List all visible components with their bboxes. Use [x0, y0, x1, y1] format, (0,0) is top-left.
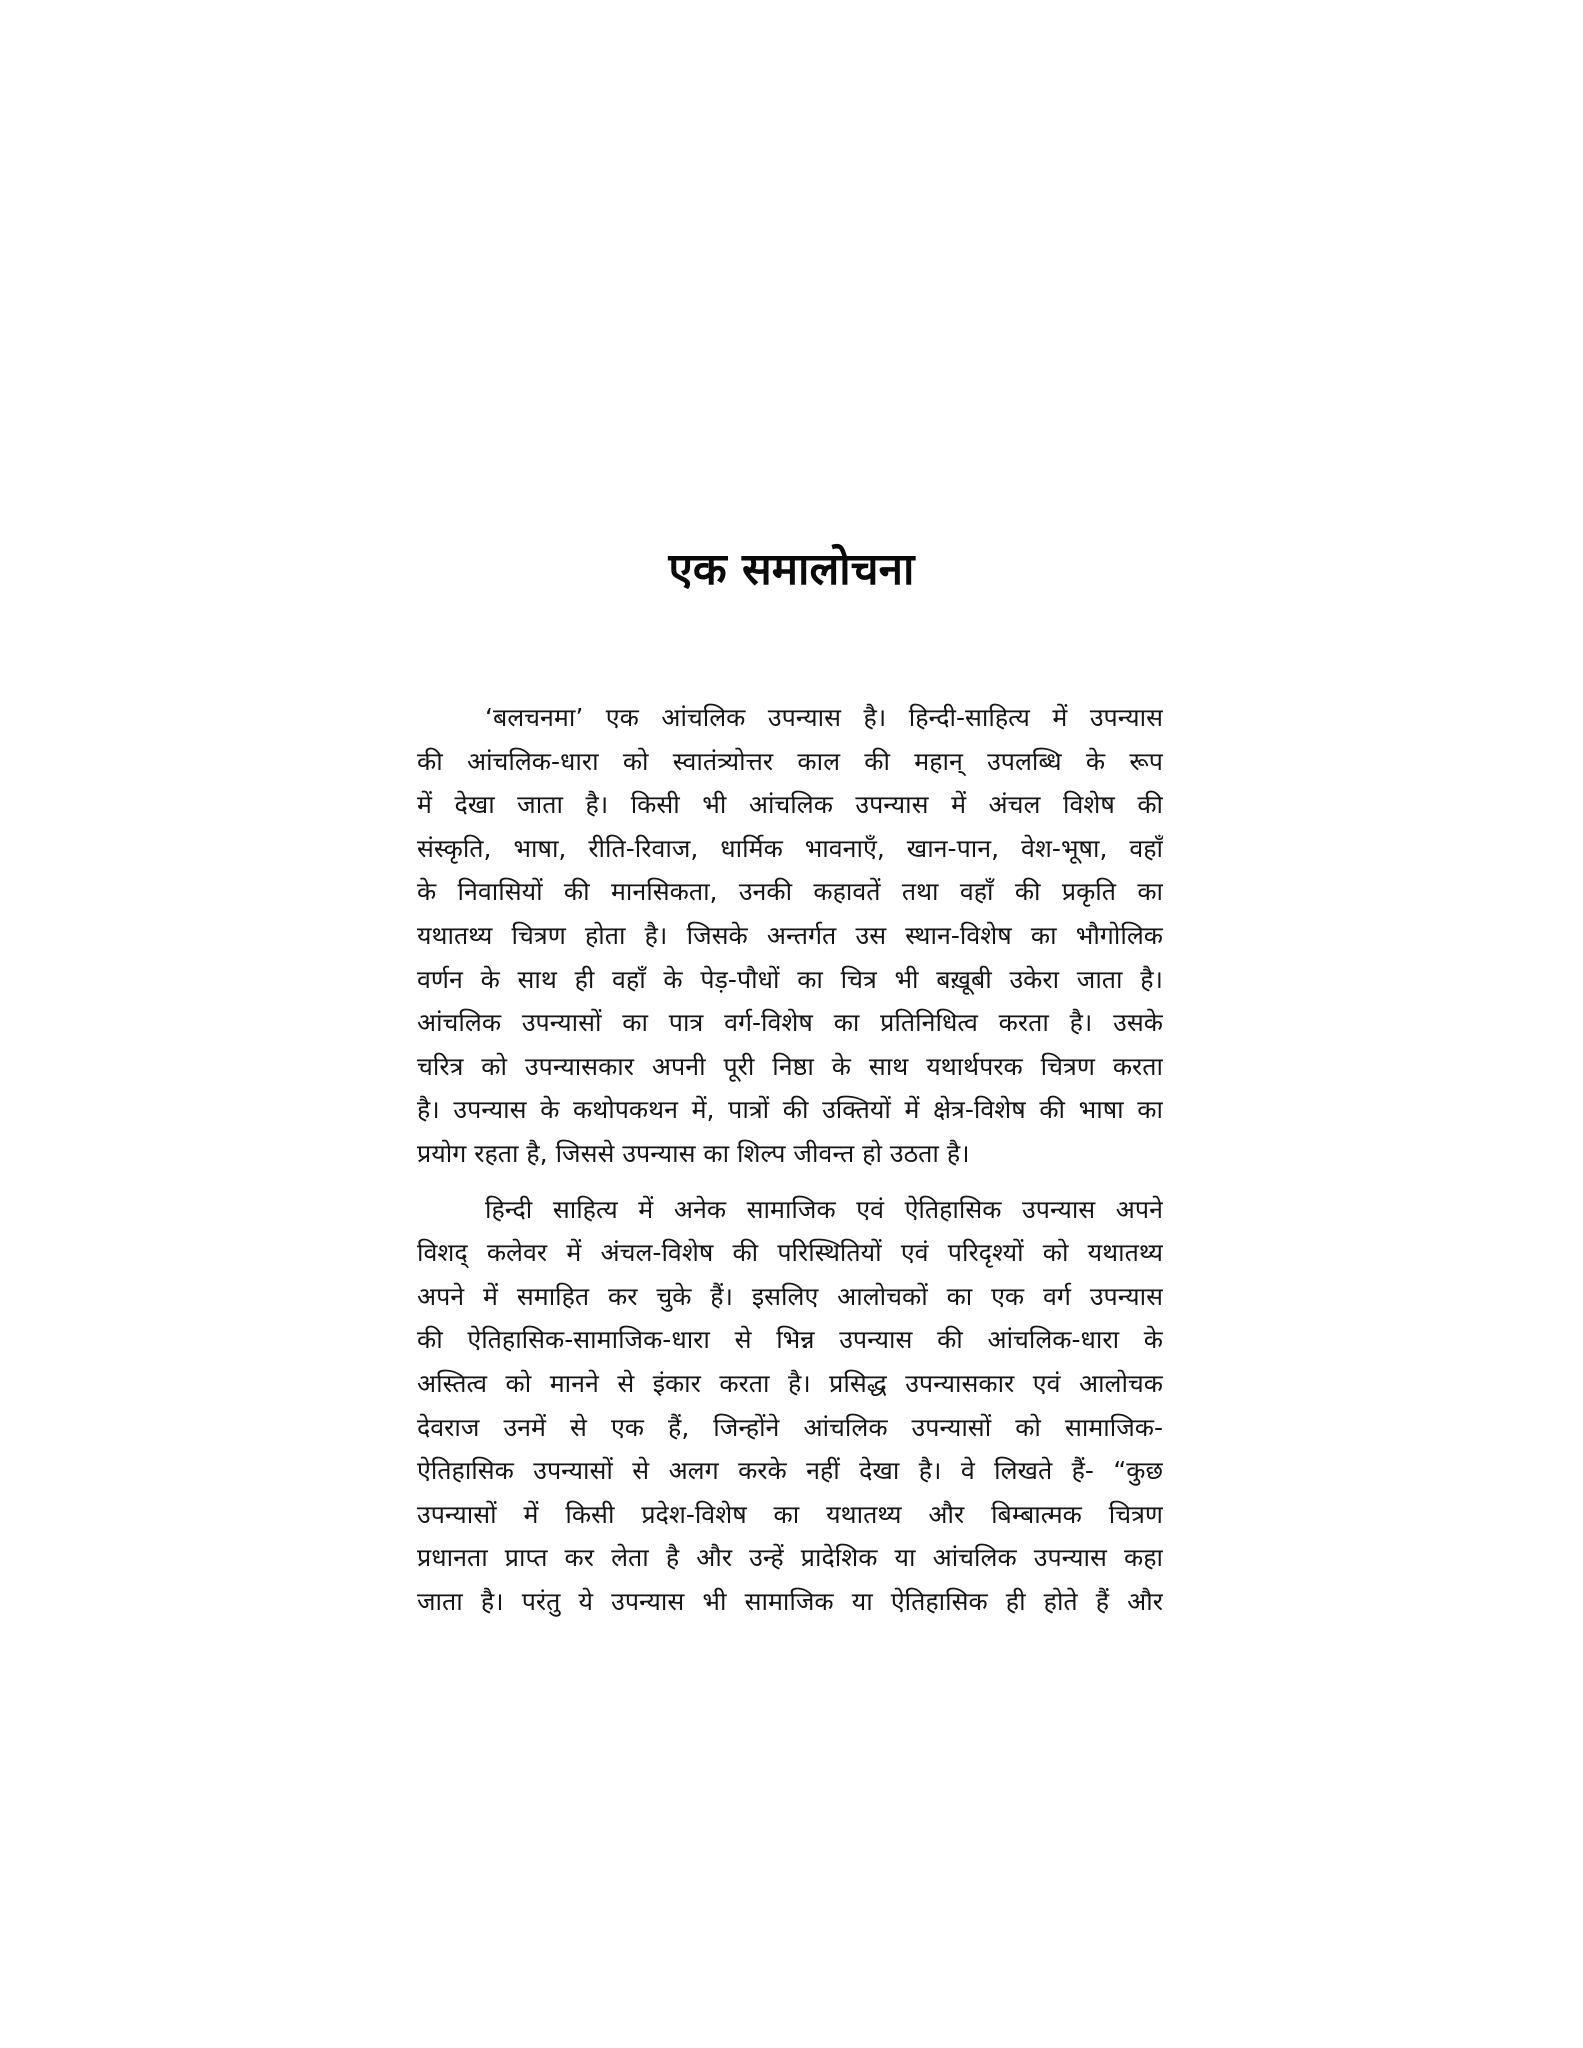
text-line: हिन्दी साहित्य में अनेक सामाजिक एवं ऐतिहासिक उपन्यास अपने: [485, 1194, 1163, 1224]
text-line: के निवासियों की मानसिकता, उनकी कहावतें तथा वहाँ की प्रकृति का: [417, 877, 1163, 907]
text-line: में देखा जाता है। किसी भी आंचलिक उपन्यास में अंचल विशेष की: [417, 790, 1163, 820]
text-line: अपने में समाहित कर चुके हैं। इसलिए आलोचकों का एक वर्ग उपन्यास: [417, 1281, 1163, 1311]
text-line: चरित्र को उपन्यासकार अपनी पूरी निष्ठा के साथ यथार्थपरक चित्रण करता: [417, 1051, 1163, 1081]
paragraph-1: [417, 696, 1163, 1176]
text-line: प्रधानता प्राप्त कर लेता है और उन्हें प्रादेशिक या आंचलिक उपन्यास कहा: [417, 1543, 1163, 1573]
text-line: अस्तित्व को मानने से इंकार करता है। प्रसिद्ध उपन्यासकार एवं आलोचक: [417, 1368, 1163, 1398]
text-line: जाता है। परंतु ये उपन्यास भी सामाजिक या ऐतिहासिक ही होते हैं और: [417, 1586, 1163, 1616]
text-line: की आंचलिक-धारा को स्वातंत्र्योत्तर काल की महान् उपलब्धि के रूप: [417, 746, 1163, 776]
text-line: यथातथ्य चित्रण होता है। जिसके अन्तर्गत उस स्थान-विशेष का भौगोलिक: [417, 920, 1163, 950]
text-line: प्रयोग रहता है, जिससे उपन्यास का शिल्प जीवन्त हो उठता है।: [417, 1138, 970, 1168]
text-line: ऐतिहासिक उपन्यासों से अलग करके नहीं देखा है। वे लिखते हैं- “कुछ: [417, 1456, 1163, 1486]
text-line: उपन्यासों में किसी प्रदेश-विशेष का यथातथ्य और बिम्बात्मक चित्रण: [417, 1499, 1163, 1529]
text-line: विशद् कलेवर में अंचल-विशेष की परिस्थितियों एवं परिदृश्यों को यथातथ्य: [417, 1238, 1163, 1268]
chapter-title: एक समालोचना: [668, 544, 915, 595]
paragraph-2: [417, 1188, 1163, 1624]
text-line: देवराज उनमें से एक हैं, जिन्होंने आंचलिक उपन्यासों को सामाजिक-: [417, 1412, 1163, 1442]
text-line: वर्णन के साथ ही वहाँ के पेड़-पौधों का चित्र भी बख़ूबी उकेरा जाता है।: [417, 964, 1163, 994]
text-line: ‘बलचनमा’ एक आंचलिक उपन्यास है। हिन्दी-साहित्य में उपन्यास: [485, 703, 1163, 732]
text-line: आंचलिक उपन्यासों का पात्र वर्ग-विशेष का प्रतिनिधित्व करता है। उसके: [417, 1008, 1163, 1038]
body-text: [417, 696, 1163, 1623]
text-line: है। उपन्यास के कथोपकथन में, पात्रों की उक्तियों में क्षेत्र-विशेष की भाषा का: [417, 1095, 1163, 1125]
text-line: संस्कृति, भाषा, रीति-रिवाज, धार्मिक भावनाएँ, खान-पान, वेश-भूषा, वहाँ: [417, 833, 1163, 863]
text-line: की ऐतिहासिक-सामाजिक-धारा से भिन्न उपन्यास की आंचलिक-धारा के: [417, 1325, 1163, 1355]
